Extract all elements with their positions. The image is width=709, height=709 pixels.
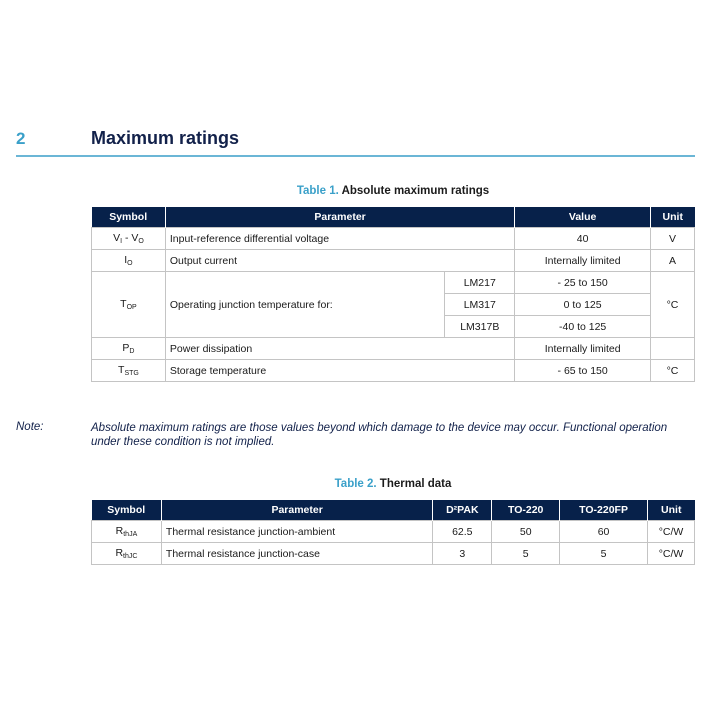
unit-cell: °C/W	[647, 543, 694, 565]
value-cell: 0 to 125	[515, 294, 651, 316]
value-cell: Internally limited	[515, 250, 651, 272]
symbol-subscript: O	[127, 260, 133, 267]
symbol-text: I	[124, 254, 128, 266]
table1-caption-text: Absolute maximum ratings	[341, 185, 490, 197]
unit-cell: A	[651, 250, 695, 272]
symbol-cell	[92, 338, 166, 360]
header-to220: TO-220	[492, 500, 560, 521]
header-value: Value	[515, 207, 651, 228]
unit-cell: °C/W	[647, 521, 694, 543]
value-cell: -40 to 125	[515, 316, 651, 338]
table-row	[92, 543, 695, 565]
parameter-cell: Thermal resistance junction-ambient	[161, 521, 432, 543]
unit-cell	[651, 338, 695, 360]
symbol-subscript: thJC	[123, 553, 138, 560]
unit-cell: °C	[651, 360, 695, 382]
symbol-cell	[92, 360, 166, 382]
to220fp-cell: 60	[560, 521, 648, 543]
value-cell: - 65 to 150	[515, 360, 651, 382]
symbol-subscript: I	[120, 238, 123, 245]
d2pak-cell: 62.5	[433, 521, 492, 543]
table-header-row	[92, 500, 695, 521]
parameter-cell: Power dissipation	[165, 338, 514, 360]
symbol-cell	[92, 228, 166, 250]
symbol-subscript: D	[129, 348, 135, 355]
parameter-cell: Output current	[165, 250, 514, 272]
table-row	[92, 360, 695, 382]
device-cell: LM317B	[445, 316, 515, 338]
header-parameter: Parameter	[165, 207, 514, 228]
table1-caption	[91, 185, 695, 197]
symbol-cell	[92, 250, 166, 272]
table2-caption-label: Table 2.	[334, 478, 377, 490]
header-to220fp: TO-220FP	[560, 500, 648, 521]
unit-cell: °C	[651, 272, 695, 338]
symbol-text: P	[122, 342, 130, 354]
note-label: Note:	[16, 421, 44, 433]
value-cell: 40	[515, 228, 651, 250]
to220fp-cell: 5	[560, 543, 648, 565]
table-row	[92, 521, 695, 543]
symbol-text: T	[120, 298, 127, 310]
symbol-cell	[92, 521, 162, 543]
thermal-data-table	[91, 500, 695, 565]
header-parameter: Parameter	[161, 500, 432, 521]
note-text: Absolute maximum ratings are those values beyond which damage to the device may occur. Functional operation under these condition is not implied.	[91, 422, 668, 448]
symbol-subscript: O	[138, 238, 144, 245]
table-row	[92, 272, 695, 294]
header-unit: Unit	[651, 207, 695, 228]
section-divider	[16, 155, 695, 157]
symbol-text: V	[113, 232, 121, 244]
table-header-row	[92, 207, 695, 228]
symbol-text: R	[115, 547, 124, 559]
table2-caption	[91, 478, 695, 490]
section-number: 2	[16, 129, 26, 148]
section-title: Maximum ratings	[91, 128, 240, 148]
to220-cell: 50	[492, 521, 560, 543]
table1-caption-label: Table 1.	[296, 185, 339, 197]
device-cell: LM217	[445, 272, 515, 294]
header-unit: Unit	[647, 500, 694, 521]
value-cell: - 25 to 150	[515, 272, 651, 294]
header-symbol: Symbol	[92, 207, 166, 228]
table2-caption-text: Thermal data	[379, 478, 452, 490]
symbol-subscript: thJA	[123, 531, 138, 538]
header-symbol: Symbol	[92, 500, 162, 521]
absolute-max-ratings-table	[91, 207, 695, 382]
symbol-text: R	[115, 525, 124, 537]
symbol-subscript: STG	[124, 370, 139, 377]
parameter-cell: Storage temperature	[165, 360, 514, 382]
symbol-cell	[92, 543, 162, 565]
value-cell: Internally limited	[515, 338, 651, 360]
symbol-text: - V	[122, 232, 139, 244]
header-d2pak: D²PAK	[433, 500, 492, 521]
parameter-cell: Operating junction temperature for:	[165, 272, 444, 338]
table-row	[92, 338, 695, 360]
symbol-cell	[92, 272, 166, 338]
parameter-cell: Input-reference differential voltage	[165, 228, 514, 250]
d2pak-cell: 3	[433, 543, 492, 565]
symbol-text: T	[118, 364, 125, 376]
table-row	[92, 250, 695, 272]
to220-cell: 5	[492, 543, 560, 565]
device-cell: LM317	[445, 294, 515, 316]
unit-cell: V	[651, 228, 695, 250]
parameter-cell: Thermal resistance junction-case	[161, 543, 432, 565]
table-row	[92, 228, 695, 250]
symbol-subscript: OP	[126, 304, 137, 311]
